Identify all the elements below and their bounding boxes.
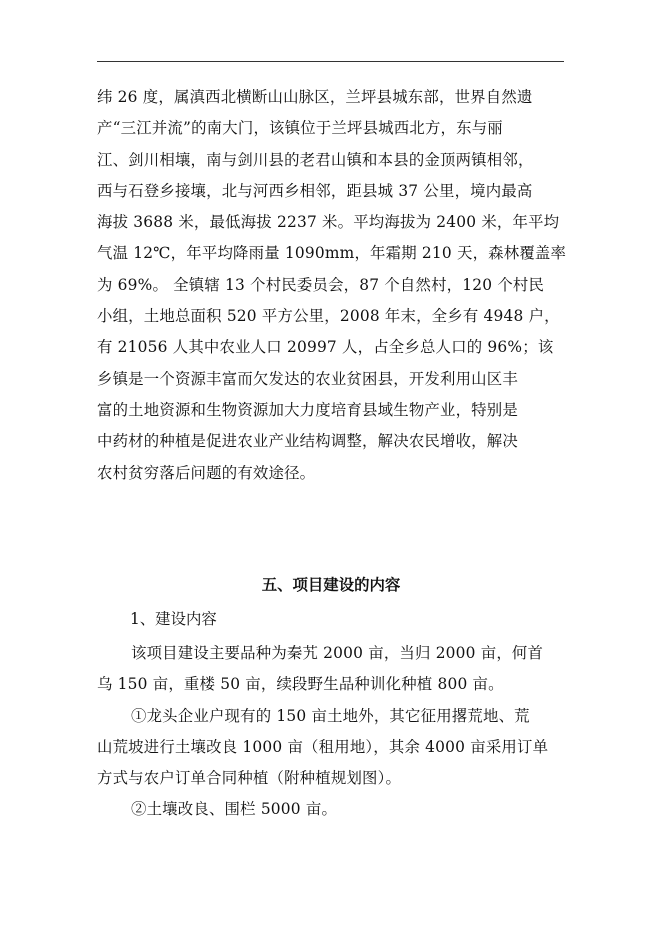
paragraph-town-overview <box>97 82 567 489</box>
paragraph-construction-content <box>97 638 567 826</box>
subsection-heading: 1、建设内容 <box>130 610 217 628</box>
text-line: 纬 26 度，属滇西北横断山山脉区，兰坪县城东部，世界自然遗 <box>97 88 533 106</box>
text-line: 方式与农户订单合同种植（附种植规划图）。 <box>97 769 402 788</box>
text-line: 富的土地资源和生物资源加大力度培育县域生物产业，特别是 <box>97 400 518 419</box>
text-line: 产“三江并流”的南大门，该镇位于兰坪县城西北方，东与丽 <box>97 119 503 138</box>
text-line: ②土壤改良、围栏 5000 亩。 <box>131 800 338 819</box>
text-line: 乌 150 亩，重楼 50 亩，续段野生品种训化种植 800 亩。 <box>97 675 504 694</box>
text-line: 小组，土地总面积 520 平方公里，2008 年末，全乡有 4948 户， <box>97 307 560 326</box>
text-line: 农村贫穷落后问题的有效途径。 <box>97 463 316 482</box>
text-line: 西与石登乡接壤，北与河西乡相邻，距县城 37 公里，境内最高 <box>97 181 533 200</box>
text-line: 山荒坡进行土壤改良 1000 亩（租用地），其余 4000 亩采用订单 <box>97 737 549 756</box>
text-line: 气温 12℃，年平均降雨量 1090mm，年霜期 210 天，森林覆盖率 <box>97 244 567 263</box>
text-line: 该项目建设主要品种为秦艽 2000 亩，当归 2000 亩，何首 <box>131 644 544 662</box>
header-rule <box>97 61 564 62</box>
text-line: ①龙头企业户现有的 150 亩土地外，其它征用撂荒地、荒 <box>131 706 530 725</box>
text-line: 为 69%。 全镇辖 13 个村民委员会，87 个自然村，120 个村民 <box>97 275 545 294</box>
text-line: 中药材的种植是促进农业产业结构调整，解决农民增收，解决 <box>97 432 518 451</box>
text-line: 乡镇是一个资源丰富而欠发达的农业贫困县，开发利用山区丰 <box>97 369 518 388</box>
text-line: 有 21056 人其中农业人口 20997 人，占全乡总人口的 96%；该 <box>97 338 554 357</box>
section-heading: 五、项目建设的内容 <box>261 576 401 594</box>
text-line: 江、剑川相壤，南与剑川县的老君山镇和本县的金顶两镇相邻， <box>97 150 534 169</box>
text-line: 海拔 3688 米，最低海拔 2237 米。平均海拔为 2400 米，年平均 <box>97 213 560 232</box>
